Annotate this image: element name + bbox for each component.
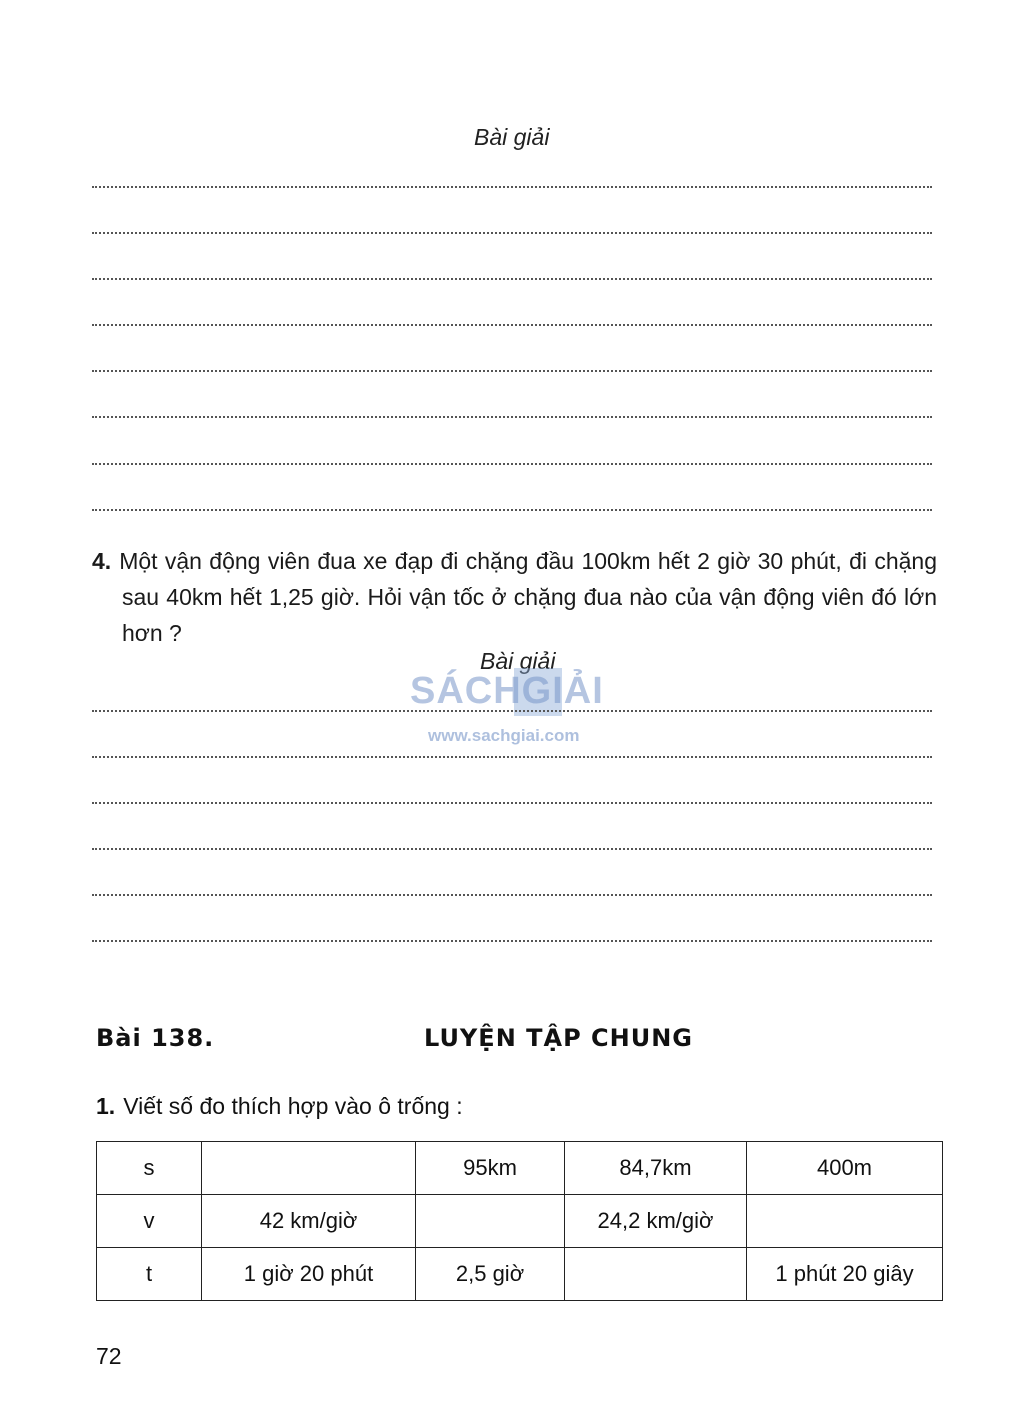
exercise-text: Viết số đo thích hợp vào ô trống :: [123, 1093, 463, 1119]
answer-line: [92, 509, 932, 511]
table-cell: 84,7km: [565, 1142, 747, 1195]
table-cell: 42 km/giờ: [202, 1195, 416, 1248]
answer-line: [92, 802, 932, 804]
table-cell: 1 phút 20 giây: [747, 1248, 943, 1301]
answer-line: [92, 848, 932, 850]
page-number: 72: [96, 1343, 122, 1369]
answer-line: [92, 894, 932, 896]
table-cell: 95km: [416, 1142, 565, 1195]
table-cell: 1 giờ 20 phút: [202, 1248, 416, 1301]
answer-line: [92, 186, 932, 188]
answer-line: [92, 324, 932, 326]
watermark-url: www.sachgiai.com: [428, 726, 580, 745]
table-row-v: [97, 1195, 943, 1248]
solution-heading-problem-4: Bài giải: [480, 648, 556, 674]
table-cell: v: [97, 1195, 202, 1248]
solution-heading-top: Bài giải: [474, 124, 550, 150]
problem-number: 4.: [92, 548, 112, 574]
table-cell: [202, 1142, 416, 1195]
lesson-title: LUYỆN TẬP CHUNG: [424, 1024, 694, 1052]
problem-text: Một vận động viên đua xe đạp đi chặng đầu 100km hết 2 giờ 30 phút, đi chặng sau 40km hết 1,25 giờ. Hỏi vận tốc ở chặng đua nào của vận động viên đó lớn hơn ?: [119, 548, 937, 646]
watermark-brand: SÁCHGIẢI: [410, 670, 604, 712]
table-row-t: [97, 1248, 943, 1301]
answer-line: [92, 463, 932, 465]
table-cell: t: [97, 1248, 202, 1301]
answer-line: [92, 416, 932, 418]
lesson-number: Bài 138.: [96, 1024, 215, 1052]
table-cell: s: [97, 1142, 202, 1195]
table-cell: 400m: [747, 1142, 943, 1195]
answer-line: [92, 232, 932, 234]
table-cell: [416, 1195, 565, 1248]
watermark-logo: [410, 664, 630, 754]
answer-line: [92, 940, 932, 942]
problem-4: [92, 543, 937, 651]
table-cell: [747, 1195, 943, 1248]
answer-line: [92, 710, 932, 712]
answer-line: [92, 756, 932, 758]
exercise-1-instruction: [96, 1093, 463, 1120]
exercise-number: 1.: [96, 1093, 116, 1119]
table-cell: 2,5 giờ: [416, 1248, 565, 1301]
table-cell: [565, 1248, 747, 1301]
table-row-s: [97, 1142, 943, 1195]
exercise-1-table: [96, 1141, 943, 1301]
table-cell: 24,2 km/giờ: [565, 1195, 747, 1248]
answer-line: [92, 370, 932, 372]
answer-line: [92, 278, 932, 280]
